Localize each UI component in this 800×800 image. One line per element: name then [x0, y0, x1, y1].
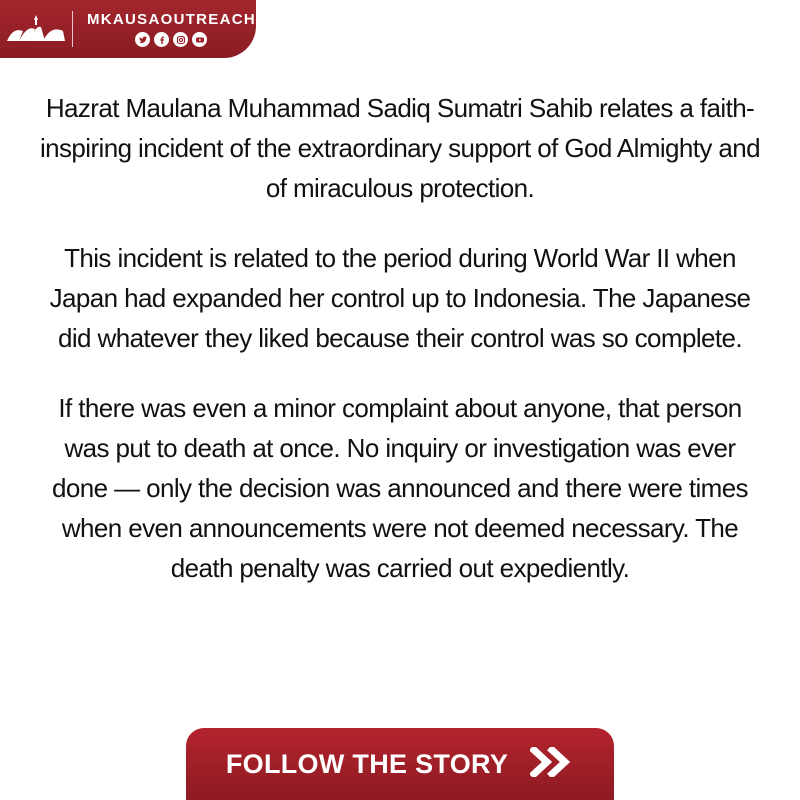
- youtube-icon[interactable]: [192, 32, 207, 47]
- twitter-icon[interactable]: [135, 32, 150, 47]
- brand-block: [73, 11, 256, 47]
- instagram-icon[interactable]: [173, 32, 188, 47]
- brand-name: MKAUSAOUTREACH: [86, 11, 256, 28]
- follow-story-button[interactable]: [186, 728, 614, 800]
- follow-story-label: FOLLOW THE STORY: [225, 748, 509, 779]
- facebook-icon[interactable]: [154, 32, 169, 47]
- header-badge: [0, 0, 256, 58]
- double-chevron-right-icon: [530, 747, 574, 782]
- story-paragraph: This incident is related to the period during World War II when Japan had expanded her control up to Indonesia. The Japanese did whatever they liked because their control was so complete.: [49, 243, 751, 353]
- mka-logo: [0, 0, 72, 58]
- story-paragraph: Hazrat Maulana Muhammad Sadiq Sumatri Sahib relates a faith-inspiring incident of the extraordinary support of God Almighty and of miraculous protection.: [40, 93, 761, 203]
- story-text: [40, 88, 760, 618]
- social-icons: [135, 32, 207, 47]
- story-paragraph: If there was even a minor complaint about anyone, that person was put to death at once. No inquiry or investigation was ever done — only the decision was announced and there were times when even announcements were not deemed necessary. The death penalty was carried out expediently.: [52, 393, 748, 583]
